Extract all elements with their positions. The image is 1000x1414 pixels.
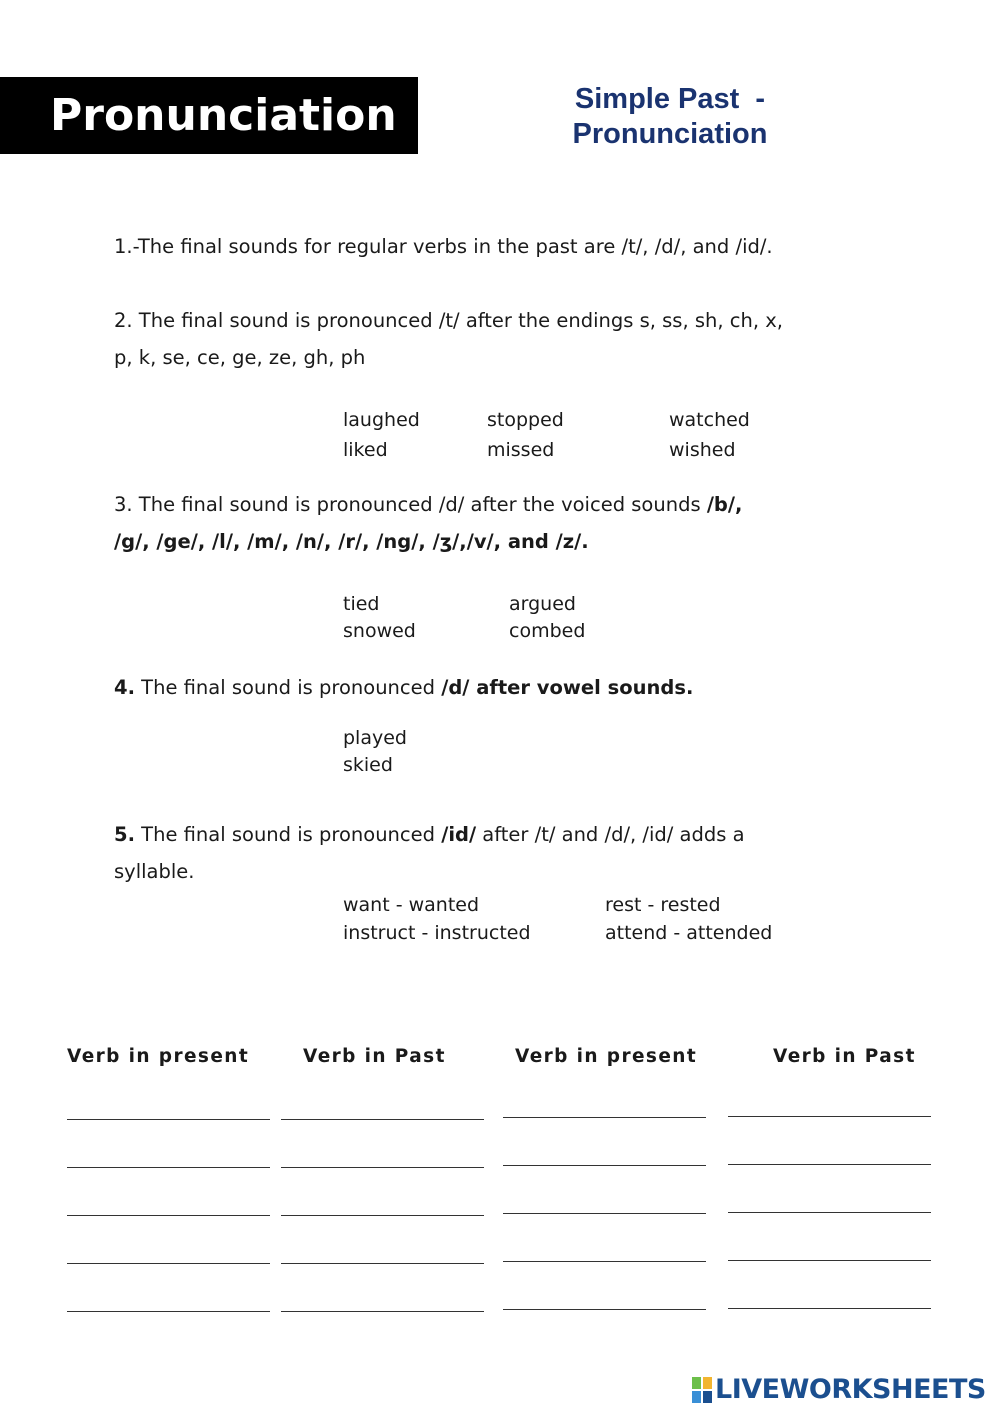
- rule-5-rest: after /t/ and /d/, /id/ adds a: [476, 823, 745, 846]
- rule-3: [114, 486, 874, 560]
- rule-4-text: The final sound is pronounced: [134, 676, 442, 699]
- subtitle-line-2: Pronunciation: [572, 118, 768, 150]
- answer-line[interactable]: [67, 1311, 270, 1312]
- logo-text: LIVEWORKSHEETS: [715, 1374, 986, 1405]
- rule-3-line-2: [114, 523, 874, 560]
- answer-line[interactable]: [281, 1215, 484, 1216]
- rule-5-line-2: syllable.: [114, 860, 195, 883]
- answer-line[interactable]: [728, 1164, 931, 1165]
- answer-line[interactable]: [728, 1116, 931, 1117]
- rule-3-text: 3. The final sound is pronounced /d/ after the voiced sounds: [114, 493, 707, 516]
- example-word: liked: [343, 439, 388, 461]
- rule-2-line-2: p, k, se, ce, ge, ze, gh, ph: [114, 346, 366, 369]
- column-header-past-2: Verb in Past: [773, 1046, 916, 1067]
- answer-line[interactable]: [281, 1167, 484, 1168]
- answer-line[interactable]: [728, 1212, 931, 1213]
- logo-mark-icon: [692, 1377, 712, 1403]
- column-header-past-1: Verb in Past: [303, 1046, 446, 1067]
- page-title-banner: Pronunciation: [0, 77, 418, 154]
- rule-5-line-1: [114, 816, 874, 853]
- rule-1: 1.-The final sounds for regular verbs in the past are /t/, /d/, and /id/.: [114, 235, 773, 258]
- answer-line[interactable]: [503, 1213, 706, 1214]
- answer-line[interactable]: [281, 1311, 484, 1312]
- rule-5-bold: /id/: [441, 823, 477, 846]
- rule-4: [114, 669, 874, 706]
- answer-line[interactable]: [503, 1261, 706, 1262]
- example-word: rest - rested: [605, 894, 721, 916]
- example-word: skied: [343, 754, 393, 776]
- example-word: laughed: [343, 409, 420, 431]
- liveworksheets-logo: [692, 1374, 986, 1406]
- example-word: missed: [487, 439, 555, 461]
- example-word: snowed: [343, 620, 416, 642]
- answer-line[interactable]: [281, 1119, 484, 1120]
- example-word: combed: [509, 620, 586, 642]
- answer-line[interactable]: [67, 1167, 270, 1168]
- example-word: watched: [669, 409, 750, 431]
- rule-5-number: 5.: [114, 823, 135, 846]
- rule-3-bold: /b/,: [706, 493, 743, 516]
- answer-line[interactable]: [503, 1309, 706, 1310]
- rule-2: [114, 302, 874, 376]
- rule-2-line-1: 2. The final sound is pronounced /t/ after the endings s, ss, sh, ch, x,: [114, 309, 783, 332]
- rule-5-text: The final sound is pronounced: [134, 823, 442, 846]
- example-word: instruct - instructed: [343, 922, 531, 944]
- example-word: argued: [509, 593, 576, 615]
- answer-line[interactable]: [728, 1308, 931, 1309]
- rule-4-bold: /d/ after vowel sounds.: [441, 676, 694, 699]
- example-word: stopped: [487, 409, 564, 431]
- column-header-present-2: Verb in present: [515, 1046, 698, 1067]
- example-word: tied: [343, 593, 380, 615]
- example-word: wished: [669, 439, 736, 461]
- page-subtitle: [520, 82, 820, 152]
- answer-line[interactable]: [503, 1165, 706, 1166]
- answer-line[interactable]: [281, 1263, 484, 1264]
- subtitle-line-1: Simple Past -: [574, 83, 766, 115]
- example-word: want - wanted: [343, 894, 480, 916]
- rule-5: [114, 816, 874, 890]
- example-word: attend - attended: [605, 922, 773, 944]
- rule-3-sounds: /g/, /ge/, /l/, /m/, /n/, /r/, /ng/, /ʒ/,/v/, and /z/.: [114, 530, 589, 553]
- rule-4-number: 4.: [114, 676, 135, 699]
- answer-line[interactable]: [67, 1215, 270, 1216]
- column-header-present-1: Verb in present: [67, 1046, 250, 1067]
- answer-line[interactable]: [67, 1119, 270, 1120]
- answer-line[interactable]: [728, 1260, 931, 1261]
- example-word: played: [343, 727, 407, 749]
- answer-line[interactable]: [67, 1263, 270, 1264]
- rule-3-line-1: [114, 486, 874, 523]
- answer-line[interactable]: [503, 1117, 706, 1118]
